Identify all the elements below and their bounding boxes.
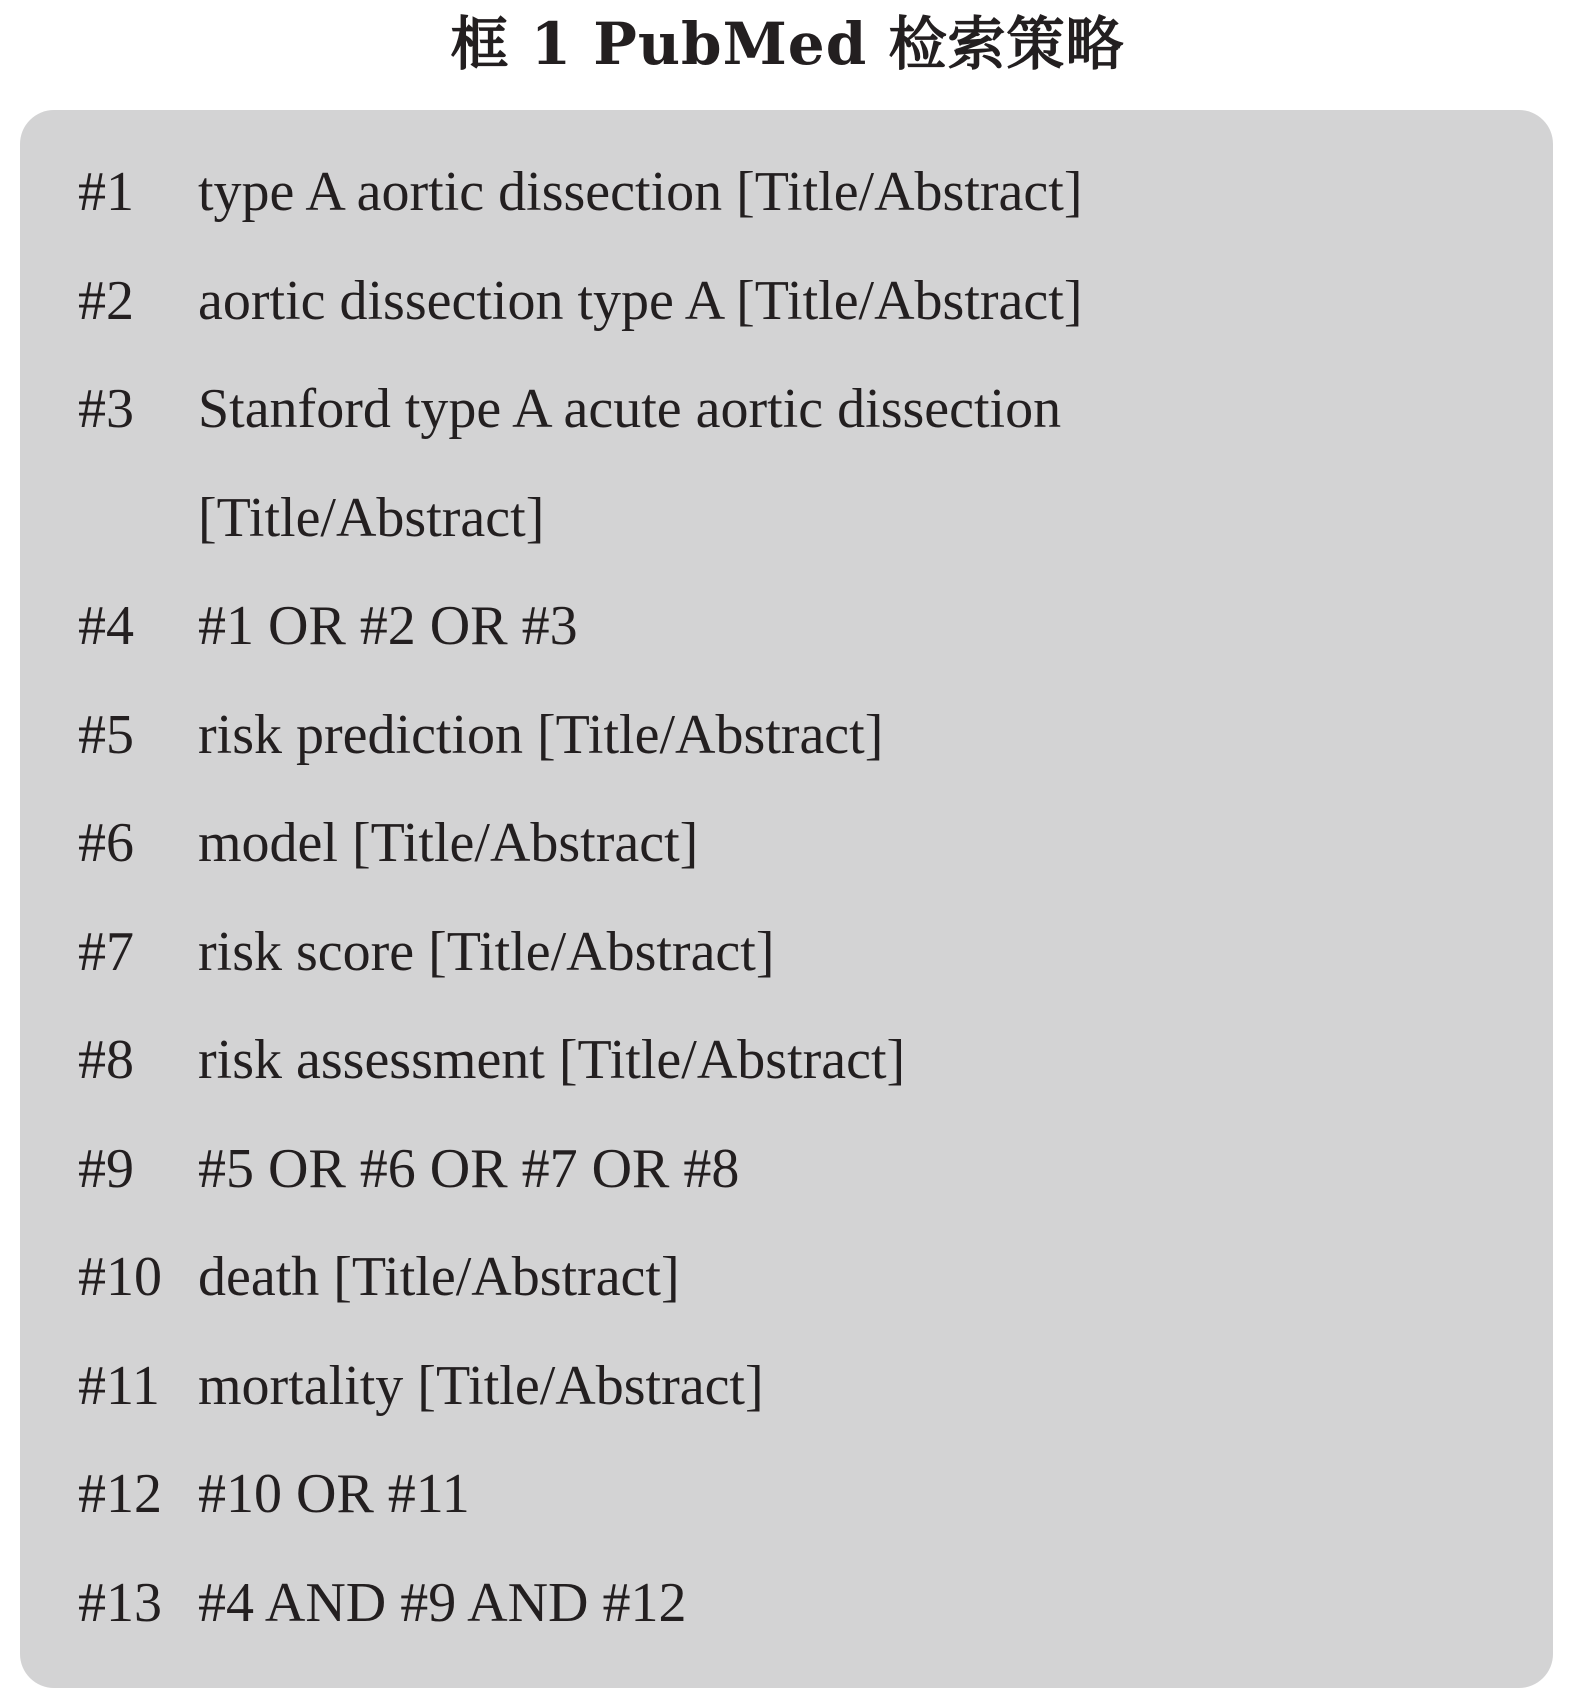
search-line-query: model [Title/Abstract] [198, 812, 699, 874]
search-line-query: risk score [Title/Abstract] [198, 920, 775, 983]
search-line-number: #3 [78, 378, 134, 440]
search-line-13 [20, 1549, 1553, 1658]
search-line-8 [20, 1006, 1553, 1115]
search-line-number: #7 [78, 920, 134, 983]
search-line-number: #12 [78, 1463, 162, 1525]
search-line-number: #2 [78, 269, 134, 332]
search-line-query: [Title/Abstract] [198, 486, 545, 549]
search-line-3-continued [20, 464, 1553, 573]
search-line-9 [20, 1115, 1553, 1224]
search-line-1 [20, 138, 1553, 247]
search-line-number: #4 [78, 595, 134, 657]
search-line-number: #1 [78, 161, 134, 223]
search-line-number: #9 [78, 1137, 134, 1200]
search-line-query: Stanford type A acute aortic dissection [198, 378, 1062, 440]
search-line-5 [20, 681, 1553, 790]
search-line-11 [20, 1332, 1553, 1441]
search-line-query: risk assessment [Title/Abstract] [198, 1029, 906, 1091]
search-line-3 [20, 355, 1553, 464]
search-line-query: death [Title/Abstract] [198, 1246, 680, 1308]
search-line-number: #13 [78, 1571, 162, 1634]
search-line-4 [20, 572, 1553, 681]
search-line-10 [20, 1223, 1553, 1332]
search-line-query: #1 OR #2 OR #3 [198, 595, 578, 657]
search-line-number: #5 [78, 703, 134, 766]
search-line-query: type A aortic dissection [Title/Abstract] [198, 161, 1083, 223]
box-title: 框 1 PubMed 检索策略 [450, 10, 1125, 78]
search-line-query: #5 OR #6 OR #7 OR #8 [198, 1137, 740, 1200]
search-line-2 [20, 247, 1553, 356]
search-line-number: #6 [78, 812, 134, 874]
search-line-number: #10 [78, 1246, 162, 1308]
search-strategy-panel [20, 110, 1553, 1688]
search-line-query: #10 OR #11 [198, 1463, 470, 1525]
search-line-query: risk prediction [Title/Abstract] [198, 703, 884, 766]
search-line-number: #11 [78, 1354, 160, 1417]
search-line-12 [20, 1440, 1553, 1549]
search-line-7 [20, 898, 1553, 1007]
search-line-query: aortic dissection type A [Title/Abstract] [198, 269, 1083, 332]
search-line-query: mortality [Title/Abstract] [198, 1354, 764, 1417]
search-line-6 [20, 789, 1553, 898]
search-line-number: #8 [78, 1029, 134, 1091]
search-strategy-list [20, 138, 1553, 1657]
search-line-query: #4 AND #9 AND #12 [198, 1571, 687, 1634]
